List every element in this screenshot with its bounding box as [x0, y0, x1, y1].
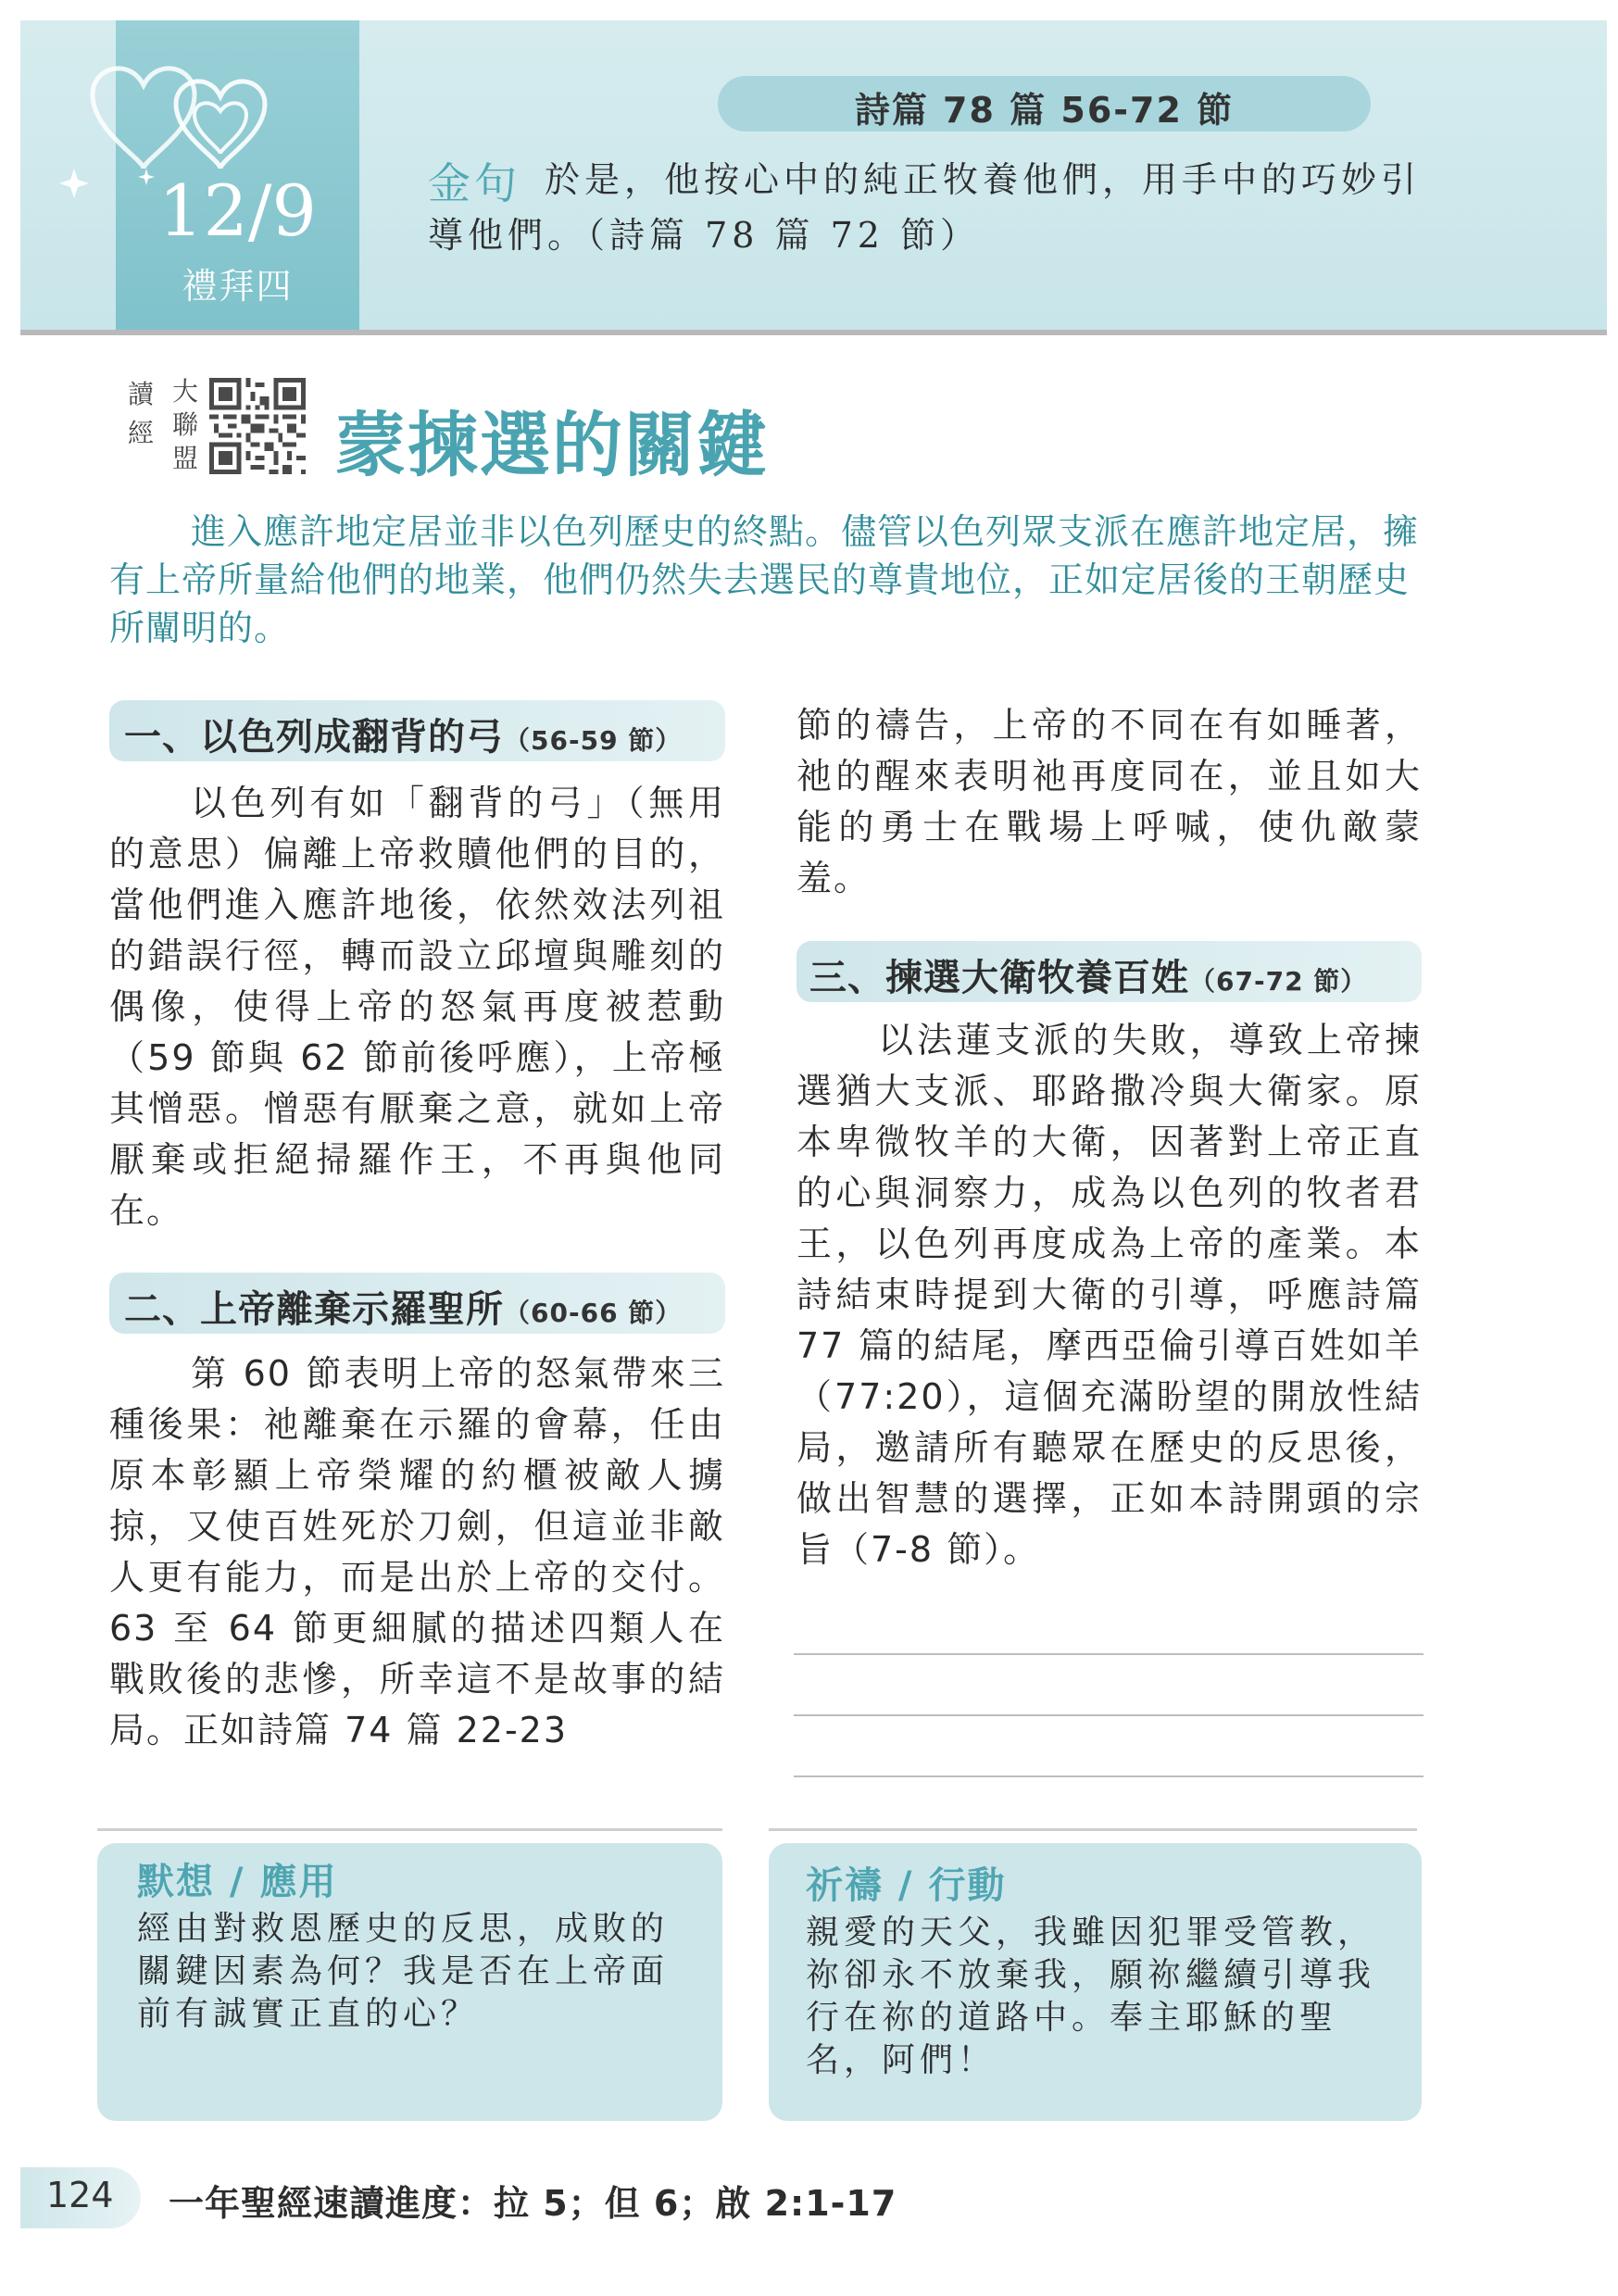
section-1-title: 一、以色列成翻背的弓: [124, 716, 504, 759]
section-2-title: 二、上帝離棄示羅聖所: [124, 1288, 504, 1331]
note-line: [794, 1653, 1424, 1655]
prayer-box-divider: [769, 1828, 1417, 1831]
meditation-label: 默想 / 應用: [137, 1861, 338, 1903]
section-3-heading: [809, 948, 1367, 1001]
section-3-body: 以法蓮支派的失敗，導致上帝揀選猶大支派、耶路撒冷與大衛家。原本卑微牧羊的大衛，因著對上帝正直的心與洞察力，成為以色列的牧者君王，以色列再度成為上帝的產業。本詩結束時提到大衛的引導，呼應詩篇 77 篇的結尾，摩西亞倫引導百姓如羊（77:20），這個充滿盼望的開放性結局，邀請所有聽眾在歷史的反思後，做出智慧的選擇，正如本詩開頭的宗旨（7-8 節）。: [796, 1020, 1422, 1570]
qr-code[interactable]: [209, 378, 306, 474]
golden-verse-label: 金句: [428, 158, 521, 208]
alliance-label: 大聯盟: [171, 376, 198, 473]
section-1-heading: [124, 708, 682, 760]
note-line: [794, 1714, 1424, 1716]
weekday: 禮拜四: [182, 266, 294, 307]
page-title: 蒙揀選的關鍵: [335, 404, 769, 486]
header-divider: [20, 330, 1607, 335]
page-number: 124: [46, 2175, 114, 2215]
note-line: [794, 1775, 1424, 1777]
section-3-title: 三、揀選大衛牧養百姓: [809, 957, 1189, 999]
meditation-text: 經由對救恩歷史的反思，成敗的關鍵因素為何？我是否在上帝面前有誠實正直的心？: [137, 1910, 670, 2033]
meditation-box-divider: [97, 1828, 722, 1831]
read-bible-label: 讀經: [127, 379, 154, 448]
date: 12/9: [158, 169, 317, 252]
prayer-text: 親愛的天父，我雖因犯罪受管教，祢卻永不放棄我，願祢繼續引導我行在祢的道路中。奉主耶穌的聖名，阿們！: [806, 1913, 1376, 2079]
reading-progress: 一年聖經速讀進度：拉 5；但 6；啟 2:1-17: [169, 2183, 897, 2224]
section-1-verses: （56-59 節）: [504, 725, 683, 756]
section-1-body: 以色列有如「翻背的弓」（無用的意思）偏離上帝救贖他們的目的，當他們進入應許地後，依然效法列祖的錯誤行徑，轉而設立邱壇與雕刻的偶像，使得上帝的怒氣再度被惹動（59 節與 62 節前後呼應），上帝極其憎惡。憎惡有厭棄之意，就如上帝厭棄或拒絕掃羅作王，不再與他同在。: [109, 783, 725, 1231]
prayer-label: 祈禱 / 行動: [806, 1864, 1007, 1907]
section-2-verses: （60-66 節）: [504, 1298, 683, 1328]
section-2-continuation: 節的禱告，上帝的不同在有如睡著，祂的醒來表明祂再度同在，並且如大能的勇士在戰場上呼喊，使仇敵蒙羞。: [796, 705, 1422, 898]
golden-verse-text: 於是，他按心中的純正牧養他們，用手中的巧妙引導他們。（詩篇 78 篇 72 節）: [428, 159, 1422, 256]
section-3-verses: （67-72 節）: [1189, 966, 1368, 997]
scripture-reference: 詩篇 78 篇 56-72 節: [854, 90, 1235, 131]
section-2-body: 第 60 節表明上帝的怒氣帶來三種後果：祂離棄在示羅的會幕，任由原本彰顯上帝榮耀的約櫃被敵人擄掠，又使百姓死於刀劍，但這並非敵人更有能力，而是出於上帝的交付。63 至 64 節更細膩的描述四類人在戰敗後的悲慘，所幸這不是故事的結局。正如詩篇 74 篇 22-23: [109, 1353, 725, 1750]
intro-paragraph: 進入應許地定居並非以色列歷史的終點。儘管以色列眾支派在應許地定居，擁有上帝所量給他們的地業，他們仍然失去選民的尊貴地位，正如定居後的王朝歷史所闡明的。: [109, 511, 1420, 648]
section-2-heading: [124, 1280, 682, 1333]
